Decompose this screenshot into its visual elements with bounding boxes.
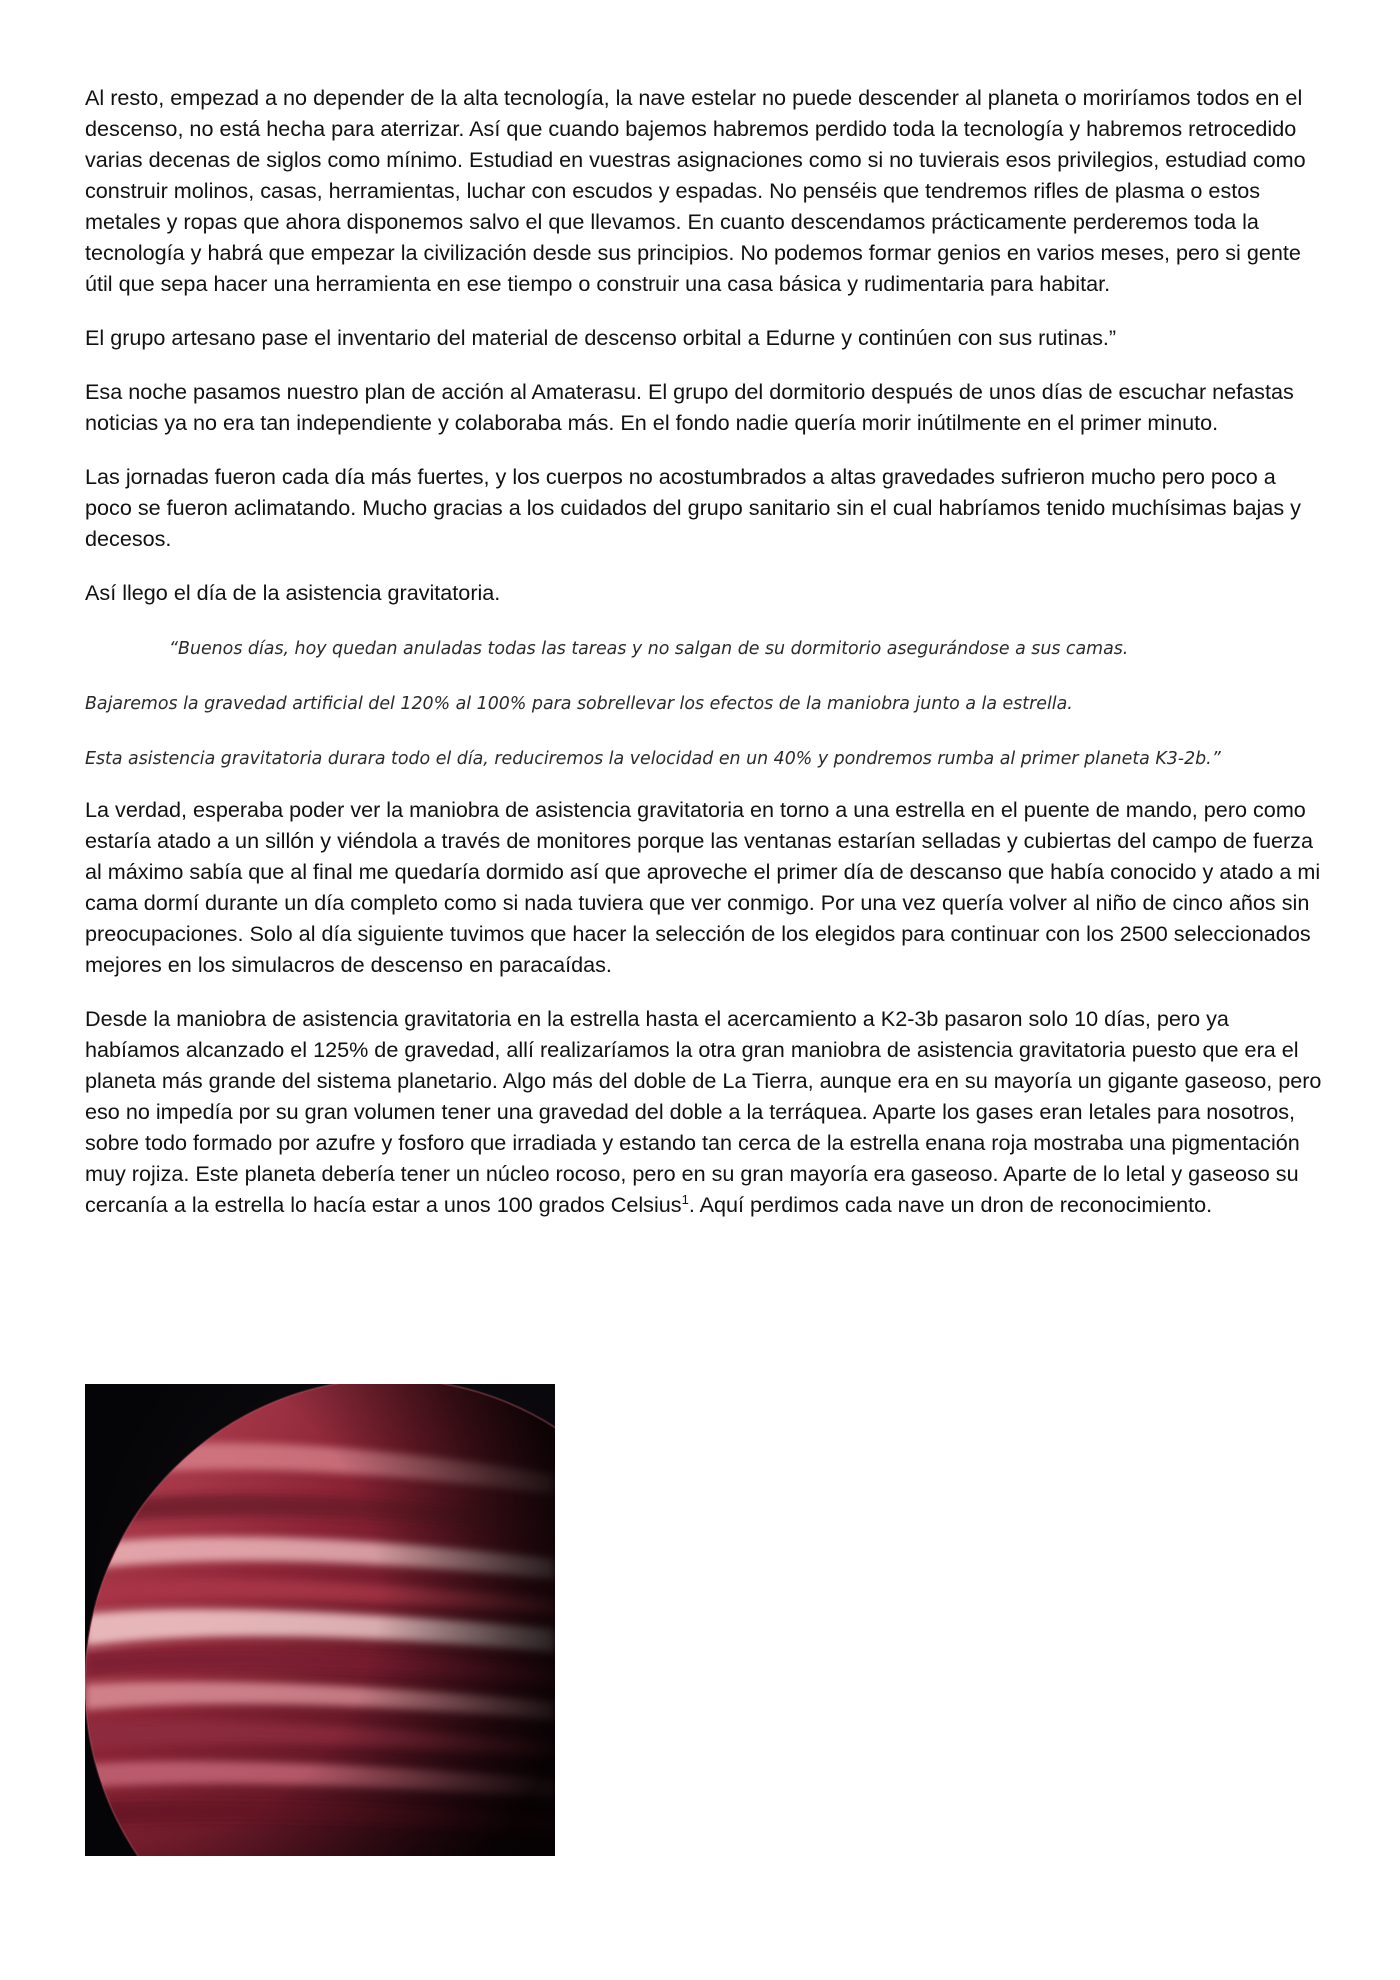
- paragraph-7: [85, 1003, 1325, 1220]
- quote-line-3: Esta asistencia gravitatoria durara todo el día, reduciremos la velocidad en un 40% y pondremos rumba al primer planeta K3-2b.”: [85, 749, 1221, 769]
- paragraph-5: Así llego el día de la asistencia gravitatoria.: [85, 580, 501, 605]
- paragraph-2: El grupo artesano pase el inventario del material de descenso orbital a Edurne y continúen con sus rutinas.”: [85, 325, 1117, 350]
- planet-image: [85, 1384, 555, 1856]
- paragraph-7-text: Desde la maniobra de asistencia gravitatoria en la estrella hasta el acercamiento a K2-3b pasaron solo 10 días, pero ya habíamos alcanzado el 125% de gravedad, allí realizaríamos la otra gran maniobra de asistencia gravitatoria puesto que era el planeta más grande del sistema planetario. Algo más del doble de La Tierra, aunque era en su mayoría un gigante gaseoso, pero eso no impedía por su gran volumen tener una gravedad del doble a la terráquea. Aparte los gases eran letales para nosotros, sobre todo formado por azufre y fosforo que irradiada y estando tan cerca de la estrella enana roja mostraba una pigmentación muy rojiza. Este planeta debería tener un núcleo rocoso, pero en su gran mayoría era gaseoso. Aparte de lo letal y gaseoso su cercanía a la estrella lo hacía estar a unos 100 grados Celsius: [85, 1006, 1322, 1217]
- document-body: [85, 82, 1325, 1243]
- paragraph-3: Esa noche pasamos nuestro plan de acción al Amaterasu. El grupo del dormitorio después de unos días de escuchar nefastas noticias ya no era tan independiente y colaboraba más. En el fondo nadie quería morir inútilmente en el primer minuto.: [85, 379, 1294, 435]
- footnote-marker: 1: [681, 1191, 689, 1207]
- quote-line-2: Bajaremos la gravedad artificial del 120% al 100% para sobrellevar los efectos de la maniobra junto a la estrella.: [85, 694, 1073, 714]
- paragraph-4: Las jornadas fueron cada día más fuertes, y los cuerpos no acostumbrados a altas gravedades sufrieron mucho pero poco a poco se fueron aclimatando. Mucho gracias a los cuidados del grupo sanitario sin el cual habríamos tenido muchísimas bajas y decesos.: [85, 464, 1301, 551]
- planet-illustration: [85, 1384, 555, 1856]
- paragraph-7-tail: . Aquí perdimos cada nave un dron de reconocimiento.: [688, 1192, 1213, 1217]
- quote-line-1: “Buenos días, hoy quedan anuladas todas las tareas y no salgan de su dormitorio asegurándose a sus camas.: [169, 639, 1129, 659]
- paragraph-6: La verdad, esperaba poder ver la maniobra de asistencia gravitatoria en torno a una estrella en el puente de mando, pero como estaría atado a un sillón y viéndola a través de monitores porque las ventanas estarían selladas y cubiertas del campo de fuerza al máximo sabía que al final me quedaría dormido así que aproveche el primer día de descanso que había conocido y atado a mi cama dormí durante un día completo como si nada tuviera que ver conmigo. Por una vez quería volver al niño de cinco años sin preocupaciones. Solo al día siguiente tuvimos que hacer la selección de los elegidos para continuar con los 2500 seleccionados mejores en los simulacros de descenso en paracaídas.: [85, 797, 1321, 977]
- paragraph-1: Al resto, empezad a no depender de la alta tecnología, la nave estelar no puede descender al planeta o moriríamos todos en el descenso, no está hecha para aterrizar. Así que cuando bajemos habremos perdido toda la tecnología y habremos retrocedido varias decenas de siglos como mínimo. Estudiad en vuestras asignaciones como si no tuvierais esos privilegios, estudiad como construir molinos, casas, herramientas, luchar con escudos y espadas. No penséis que tendremos rifles de plasma o estos metales y ropas que ahora disponemos salvo el que llevamos. En cuanto descendamos prácticamente perderemos toda la tecnología y habrá que empezar la civilización desde sus principios. No podemos formar genios en varios meses, pero si gente útil que sepa hacer una herramienta en ese tiempo o construir una casa básica y rudimentaria para habitar.: [85, 85, 1306, 296]
